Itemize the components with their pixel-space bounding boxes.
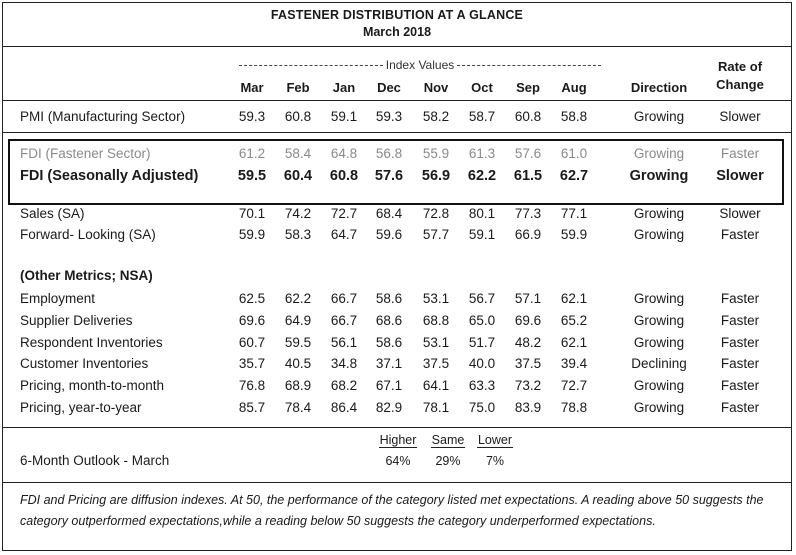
- row-pricing-month-to-month: [3, 378, 791, 398]
- outlook-divider: [3, 427, 791, 428]
- value-nov: 56.9: [421, 168, 451, 184]
- value-oct: 75.0: [468, 400, 496, 415]
- row-fdi: [3, 146, 791, 166]
- direction-value: Growing: [629, 168, 689, 184]
- value-feb: 68.9: [284, 378, 312, 393]
- index-values-header: [236, 58, 604, 72]
- value-dec: 37.1: [375, 356, 403, 371]
- value-feb: 74.2: [284, 206, 312, 221]
- value-nov: 58.2: [422, 109, 450, 124]
- note-divider: [3, 482, 791, 483]
- value-nov: 72.8: [422, 206, 450, 221]
- value-oct: 51.7: [468, 335, 496, 350]
- dash-left: [239, 65, 383, 66]
- value-dec: 68.4: [375, 206, 403, 221]
- value-nov: 55.9: [422, 146, 450, 161]
- direction-header: Direction: [630, 80, 688, 95]
- table-subtitle: March 2018: [362, 25, 432, 39]
- rate-of-change-header: [705, 58, 775, 94]
- value-aug: 62.7: [559, 168, 589, 184]
- value-dec: 68.6: [375, 313, 403, 328]
- value-dec: 59.3: [375, 109, 403, 124]
- row-label: Respondent Inventories: [20, 335, 163, 350]
- value-aug: 65.2: [560, 313, 588, 328]
- row-label: Pricing, month-to-month: [20, 378, 165, 393]
- direction-value: Growing: [633, 206, 685, 221]
- value-dec: 58.6: [375, 291, 403, 306]
- value-aug: 77.1: [560, 206, 588, 221]
- column-header-oct: Oct: [471, 80, 493, 95]
- direction-value: Growing: [633, 400, 685, 415]
- value-aug: 62.1: [560, 335, 588, 350]
- row-employment: [3, 291, 791, 311]
- row-label: Customer Inventories: [20, 356, 149, 371]
- header-divider: [3, 100, 791, 101]
- rate-header-line1: Rate of: [717, 59, 763, 74]
- value-oct: 58.7: [468, 109, 496, 124]
- row-label: FDI (Seasonally Adjusted): [20, 168, 199, 184]
- dash-right: [457, 65, 601, 66]
- value-feb: 62.2: [284, 291, 312, 306]
- row-respondent-inventories: [3, 335, 791, 355]
- row-label: Sales (SA): [20, 206, 85, 221]
- value-mar: 69.6: [238, 313, 266, 328]
- value-oct: 59.1: [468, 227, 496, 242]
- value-feb: 40.5: [284, 356, 312, 371]
- value-sep: 57.6: [514, 146, 542, 161]
- value-sep: 48.2: [514, 335, 542, 350]
- value-feb: 60.8: [284, 109, 312, 124]
- rate-of-change-value: Faster: [720, 335, 760, 350]
- value-jan: 66.7: [330, 313, 358, 328]
- value-feb: 60.4: [283, 168, 313, 184]
- value-jan: 64.8: [330, 146, 358, 161]
- value-sep: 57.1: [514, 291, 542, 306]
- value-sep: 69.6: [514, 313, 542, 328]
- rate-header-line2: Change: [716, 77, 764, 92]
- value-oct: 80.1: [468, 206, 496, 221]
- footnote: FDI and Pricing are diffusion indexes. At 50, the performance of the category listed met expectations. A reading above 50 suggests the category outperformed expectations,while a reading below 50 suggests the category underperformed expectations.: [20, 493, 764, 528]
- outlook-header-same: Same: [431, 433, 465, 447]
- outlook-header-higher: Higher: [379, 433, 417, 447]
- direction-value: Growing: [633, 378, 685, 393]
- value-sep: 66.9: [514, 227, 542, 242]
- rate-of-change-value: Slower: [716, 168, 764, 184]
- value-mar: 61.2: [238, 146, 266, 161]
- outlook-label: 6-Month Outlook - March: [20, 453, 170, 468]
- value-oct: 40.0: [468, 356, 496, 371]
- value-oct: 65.0: [468, 313, 496, 328]
- value-aug: 59.9: [560, 227, 588, 242]
- value-jan: 86.4: [330, 400, 358, 415]
- row-label: Employment: [20, 291, 96, 306]
- other-metrics-label: (Other Metrics; NSA): [20, 268, 153, 283]
- row-fdi-sa: [3, 168, 791, 188]
- column-header-sep: Sep: [516, 80, 540, 95]
- value-oct: 63.3: [468, 378, 496, 393]
- value-feb: 58.4: [284, 146, 312, 161]
- value-aug: 62.1: [560, 291, 588, 306]
- outlook-value-same: 29%: [435, 454, 461, 468]
- value-jan: 64.7: [330, 227, 358, 242]
- row-customer-inventories: [3, 356, 791, 376]
- value-mar: 76.8: [238, 378, 266, 393]
- row-label: Supplier Deliveries: [20, 313, 133, 328]
- other-metrics-heading: [3, 268, 791, 288]
- value-sep: 60.8: [514, 109, 542, 124]
- row-label: Forward- Looking (SA): [20, 227, 156, 242]
- column-header-dec: Dec: [377, 80, 401, 95]
- row-supplier-deliveries: [3, 313, 791, 333]
- value-nov: 53.1: [422, 291, 450, 306]
- outlook-value-lower: 7%: [485, 454, 505, 468]
- rate-of-change-value: Faster: [720, 227, 760, 242]
- index-values-label: Index Values: [385, 58, 455, 72]
- value-dec: 56.8: [375, 146, 403, 161]
- value-aug: 72.7: [560, 378, 588, 393]
- value-oct: 61.3: [468, 146, 496, 161]
- outlook-header-lower: Lower: [477, 433, 513, 447]
- value-mar: 62.5: [238, 291, 266, 306]
- row-label: PMI (Manufacturing Sector): [20, 109, 186, 124]
- row-pricing-year-to-year: [3, 400, 791, 420]
- rate-of-change-value: Faster: [720, 400, 760, 415]
- direction-value: Growing: [633, 335, 685, 350]
- rate-of-change-value: Faster: [720, 378, 760, 393]
- row-pmi: [3, 109, 791, 129]
- row-label: Pricing, year-to-year: [20, 400, 142, 415]
- value-oct: 56.7: [468, 291, 496, 306]
- direction-value: Growing: [633, 313, 685, 328]
- column-header-mar: Mar: [240, 80, 264, 95]
- rate-of-change-value: Slower: [719, 206, 761, 221]
- column-header-nov: Nov: [423, 80, 449, 95]
- value-nov: 78.1: [422, 400, 450, 415]
- table-title: FASTENER DISTRIBUTION AT A GLANCE: [270, 8, 524, 22]
- value-mar: 59.3: [238, 109, 266, 124]
- value-mar: 70.1: [238, 206, 266, 221]
- value-dec: 58.6: [375, 335, 403, 350]
- rate-of-change-value: Slower: [719, 109, 761, 124]
- value-oct: 62.2: [467, 168, 497, 184]
- value-sep: 77.3: [514, 206, 542, 221]
- value-mar: 35.7: [238, 356, 266, 371]
- value-feb: 78.4: [284, 400, 312, 415]
- row-label: FDI (Fastener Sector): [20, 146, 151, 161]
- value-jan: 59.1: [330, 109, 358, 124]
- direction-value: Growing: [633, 109, 685, 124]
- value-mar: 59.9: [238, 227, 266, 242]
- value-nov: 53.1: [422, 335, 450, 350]
- value-nov: 37.5: [422, 356, 450, 371]
- value-feb: 64.9: [284, 313, 312, 328]
- value-feb: 59.5: [284, 335, 312, 350]
- pmi-divider: [3, 132, 791, 133]
- row-forward-looking: [3, 227, 791, 247]
- value-sep: 61.5: [513, 168, 543, 184]
- direction-value: Growing: [633, 227, 685, 242]
- rate-of-change-value: Faster: [720, 291, 760, 306]
- value-jan: 68.2: [330, 378, 358, 393]
- rate-of-change-value: Faster: [720, 146, 760, 161]
- summary-table: [2, 2, 792, 551]
- column-header-jan: Jan: [332, 80, 356, 95]
- row-sales: [3, 206, 791, 226]
- title-bar: [3, 3, 791, 47]
- value-aug: 78.8: [560, 400, 588, 415]
- value-jan: 72.7: [330, 206, 358, 221]
- value-jan: 60.8: [329, 168, 359, 184]
- value-dec: 82.9: [375, 400, 403, 415]
- value-nov: 64.1: [422, 378, 450, 393]
- value-sep: 83.9: [514, 400, 542, 415]
- column-header-feb: Feb: [286, 80, 310, 95]
- value-mar: 60.7: [238, 335, 266, 350]
- value-dec: 59.6: [375, 227, 403, 242]
- value-aug: 61.0: [560, 146, 588, 161]
- value-dec: 67.1: [375, 378, 403, 393]
- value-aug: 58.8: [560, 109, 588, 124]
- value-mar: 59.5: [237, 168, 267, 184]
- value-jan: 56.1: [330, 335, 358, 350]
- value-nov: 57.7: [422, 227, 450, 242]
- value-jan: 66.7: [330, 291, 358, 306]
- outlook-value-higher: 64%: [385, 454, 411, 468]
- value-feb: 58.3: [284, 227, 312, 242]
- rate-of-change-value: Faster: [720, 356, 760, 371]
- direction-value: Growing: [633, 146, 685, 161]
- value-aug: 39.4: [560, 356, 588, 371]
- direction-value: Declining: [631, 356, 687, 371]
- value-sep: 73.2: [514, 378, 542, 393]
- rate-of-change-value: Faster: [720, 313, 760, 328]
- value-sep: 37.5: [514, 356, 542, 371]
- value-mar: 85.7: [238, 400, 266, 415]
- column-header-aug: Aug: [561, 80, 587, 95]
- value-dec: 57.6: [374, 168, 404, 184]
- value-nov: 68.8: [422, 313, 450, 328]
- value-jan: 34.8: [330, 356, 358, 371]
- direction-value: Growing: [633, 291, 685, 306]
